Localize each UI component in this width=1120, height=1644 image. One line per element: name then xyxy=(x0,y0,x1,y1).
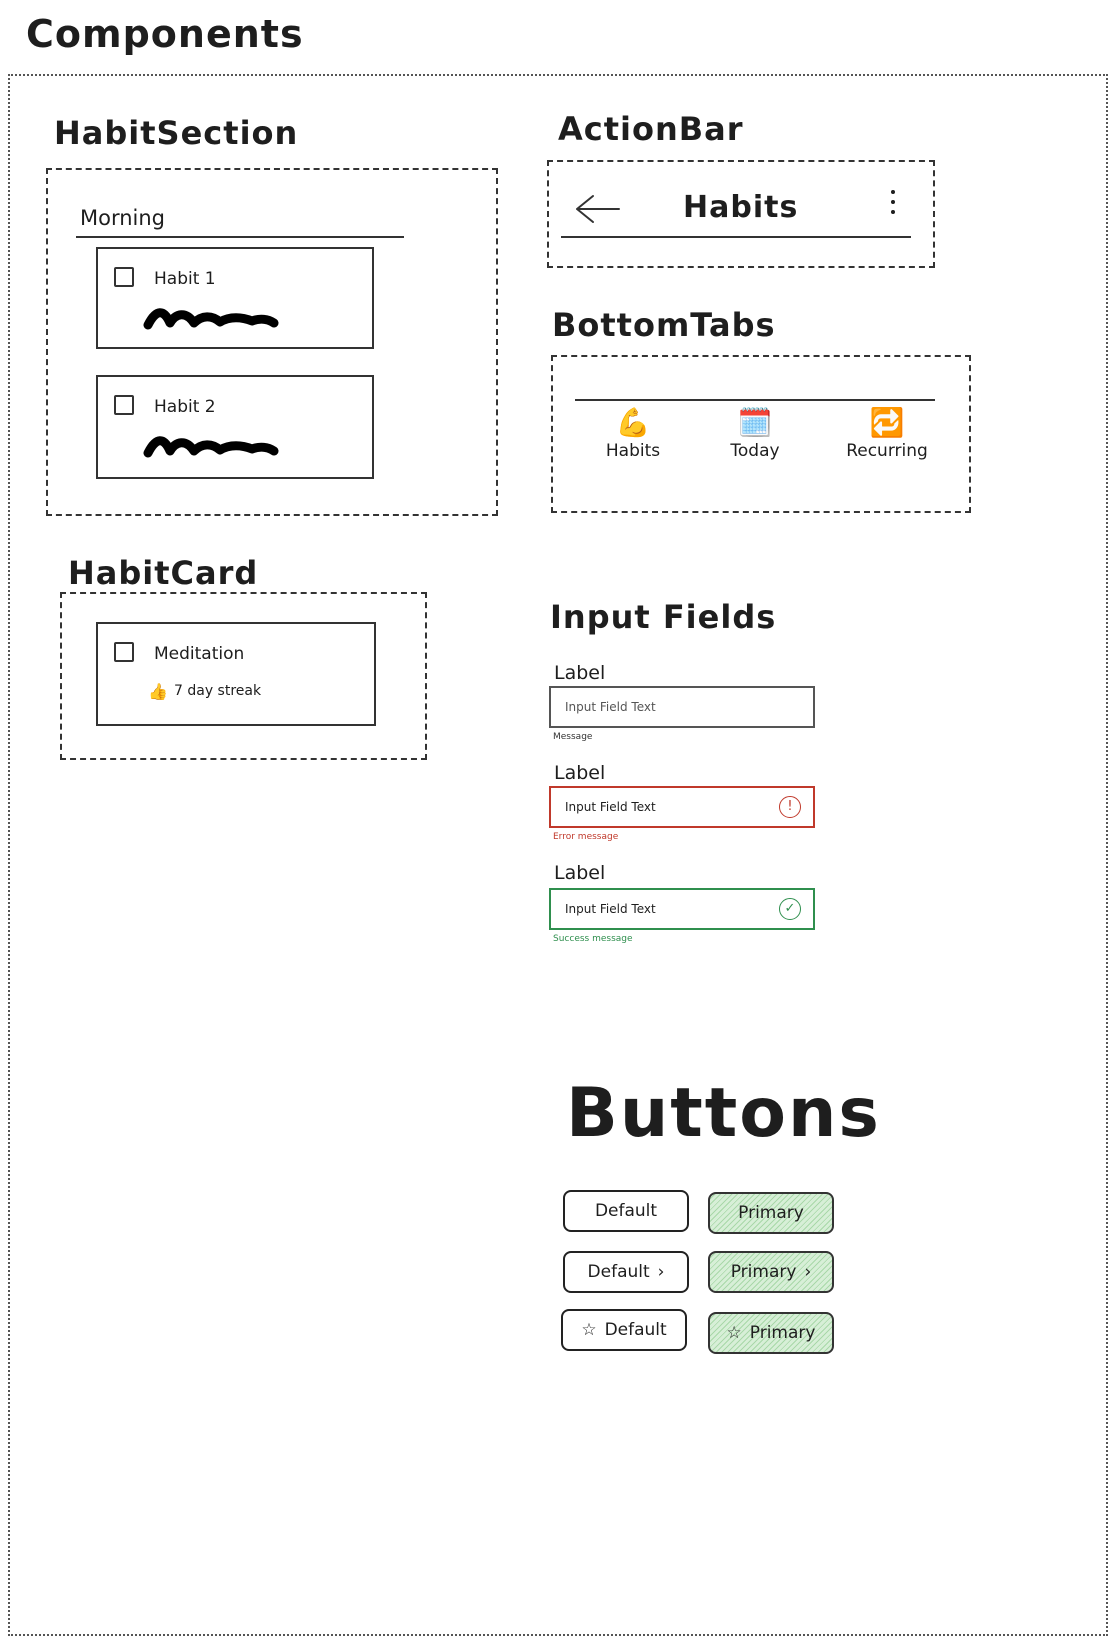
page-title: Components xyxy=(26,12,304,56)
habit-section-component xyxy=(46,168,498,516)
action-bar-screen-title: Habits xyxy=(683,190,799,225)
tab-habits[interactable] xyxy=(573,407,693,461)
tab-label: Today xyxy=(730,441,780,461)
primary-button-with-star[interactable] xyxy=(708,1312,834,1354)
thumbs-up-icon: 👍 xyxy=(148,682,168,701)
star-icon: ☆ xyxy=(581,1320,597,1340)
input-value: Input Field Text xyxy=(565,902,656,916)
tab-label: Recurring xyxy=(846,441,928,461)
redacted-scribble xyxy=(142,433,282,463)
chevron-right-icon: › xyxy=(657,1262,665,1282)
action-bar-title: ActionBar xyxy=(558,110,744,148)
field-label: Label xyxy=(554,662,606,684)
habit-card-title: HabitCard xyxy=(68,554,259,592)
calendar-icon: 🗓️ xyxy=(737,406,773,439)
kebab-menu-icon[interactable] xyxy=(891,184,895,220)
input-value: Input Field Text xyxy=(565,800,656,814)
default-button-with-star[interactable] xyxy=(561,1309,687,1351)
error-icon: ! xyxy=(779,796,801,818)
action-bar-divider xyxy=(561,236,911,238)
bottom-tabs-title: BottomTabs xyxy=(552,306,776,344)
action-bar-component xyxy=(547,160,935,268)
button-label: Default xyxy=(594,1201,658,1221)
button-label: Primary xyxy=(749,1323,816,1343)
redacted-scribble xyxy=(142,305,282,335)
habit-checkbox[interactable] xyxy=(114,642,134,662)
input-value: Input Field Text xyxy=(565,700,656,714)
bottom-tabs-component xyxy=(551,355,971,513)
field-label: Label xyxy=(554,762,606,784)
repeat-icon: 🔁 xyxy=(869,406,905,439)
button-label: Default xyxy=(587,1262,650,1282)
tab-label: Habits xyxy=(605,441,661,461)
check-icon: ✓ xyxy=(779,898,801,920)
flexed-biceps-icon: 💪 xyxy=(615,406,651,439)
text-input-error[interactable] xyxy=(549,786,815,828)
button-label: Primary xyxy=(730,1262,797,1282)
habit-group-divider xyxy=(76,236,404,238)
habit-item[interactable] xyxy=(96,375,374,479)
button-label: Primary xyxy=(738,1203,804,1223)
arrow-left-icon[interactable] xyxy=(573,192,623,226)
buttons-title: Buttons xyxy=(566,1074,881,1153)
habit-card-component xyxy=(60,592,427,760)
habit-card-name: Meditation xyxy=(154,644,245,664)
habit-section-title: HabitSection xyxy=(54,114,299,152)
default-button[interactable] xyxy=(563,1190,689,1232)
input-fields-title: Input Fields xyxy=(550,598,777,636)
tab-recurring[interactable] xyxy=(827,407,947,461)
text-input-success[interactable] xyxy=(549,888,815,930)
field-error-message: Error message xyxy=(553,832,619,842)
tab-today[interactable] xyxy=(695,407,815,461)
primary-button-with-chevron[interactable] xyxy=(708,1251,834,1293)
habit-item[interactable] xyxy=(96,247,374,349)
chevron-right-icon: › xyxy=(804,1262,812,1282)
star-icon: ☆ xyxy=(726,1323,742,1343)
habit-group-title: Morning xyxy=(80,206,166,230)
field-message: Message xyxy=(553,732,593,742)
habit-checkbox[interactable] xyxy=(114,267,134,287)
habit-card-streak: 7 day streak xyxy=(174,683,262,699)
habit-item-label: Habit 1 xyxy=(154,269,216,289)
button-label: Default xyxy=(604,1320,667,1340)
habit-card[interactable] xyxy=(96,622,376,726)
habit-checkbox[interactable] xyxy=(114,395,134,415)
habit-item-label: Habit 2 xyxy=(154,397,216,417)
text-input-default[interactable] xyxy=(549,686,815,728)
field-success-message: Success message xyxy=(553,934,633,944)
primary-button[interactable] xyxy=(708,1192,834,1234)
bottom-tabs-divider xyxy=(575,399,935,401)
field-label: Label xyxy=(554,862,606,884)
default-button-with-chevron[interactable] xyxy=(563,1251,689,1293)
